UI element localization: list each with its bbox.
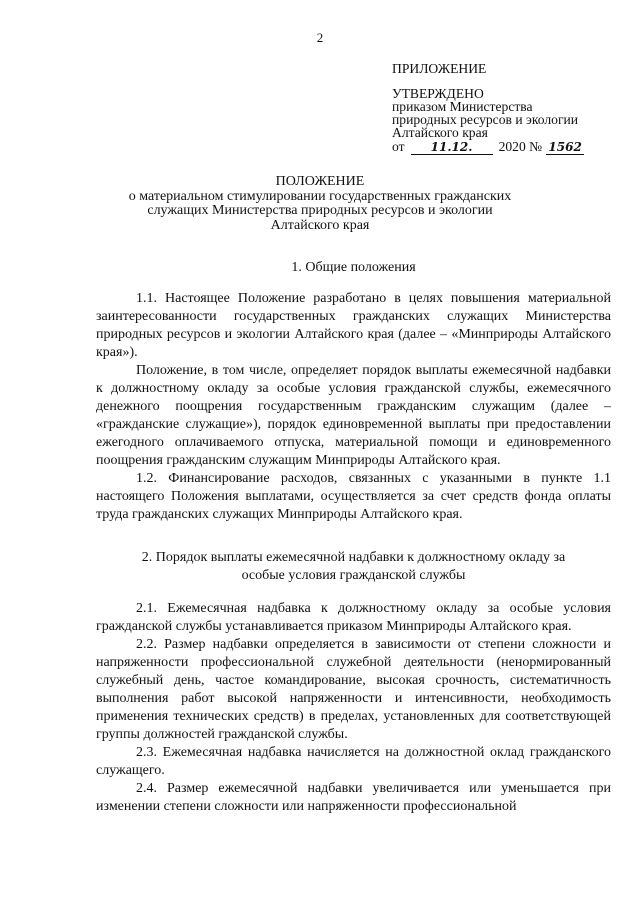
approved-label: УТВЕРЖДЕНО [392,86,484,101]
page-number: 2 [316,30,324,45]
title-main: ПОЛОЖЕНИЕ [275,174,365,189]
from-label: от [392,139,405,154]
appendix-label: ПРИЛОЖЕНИЕ [392,61,487,76]
title-subtitle: о материальном стимулировании государственных гражданских служащих Министерства природных ресурсов и экологии Алтайского края [128,188,512,233]
paragraph: 1.1. Настоящее Положение разработано в целях повышения материальной заинтересованности государственных гражданских служащих Министерства природных ресурсов и экологии Алтайского края (далее – «Минприроды Алтайского края»). [96,291,611,360]
section-heading-line-1: 2. Порядок выплаты ежемесячной надбавки к должностному окладу за [141,550,566,565]
paragraph: 2.1. Ежемесячная надбавка к должностному окладу за особые условия гражданской службы устанавливается приказом Минприроды Алтайского края. [96,601,611,634]
paragraph: 2.3. Ежемесячная надбавка начисляется на должностной оклад гражданского служащего. [96,745,611,778]
handwritten-order-number: 1562 [546,141,584,155]
section-heading: 1. Общие положения [291,260,416,275]
approval-block [392,62,584,155]
paragraph: 2.2. Размер надбавки определяется в зависимости от степени сложности и напряженности профессиональной служебной деятельности (ненормированный служебный день, частое командирование, высокая срочность, систематичность выполнения работ высокой напряженности и интенсивности, необходимость применения технических средств) в пределах, установленных для соответствующей группы должностей гражданской службы. [96,637,611,742]
paragraph: 1.2. Финансирование расходов, связанных с указанными в пункте 1.1 настоящего Положения выплатами, осуществляется за счет средств фонда оплаты труда гражданских служащих Минприроды Алтайского края. [96,471,611,522]
section-2-heading [96,549,611,585]
order-date-line [392,140,584,155]
section-heading-line-2: особые условия гражданской службы [241,568,466,583]
section-2-body [96,600,611,816]
paragraph: Положение, в том числе, определяет порядок выплаты ежемесячной надбавки к должностному окладу за особые условия гражданской службы, ежемесячного денежного поощрения государственным гражданским служащим (далее – «гражданские служащие»), порядок единовременной выплаты при предоставлении ежегодного оплачиваемого отпуска, материальной помощи и единовременного поощрения гражданским служащим Минприроды Алтайского края. [96,363,611,468]
approval-line-2: природных ресурсов и экологии [392,112,579,127]
section-1-heading [96,259,611,277]
approval-line-3: Алтайского края [392,125,488,140]
handwritten-date: 11.12. [411,141,493,155]
paragraph: 2.4. Размер ежемесячной надбавки увеличивается или уменьшается при изменении степени сложности или напряженности профессиональной [96,781,611,814]
approval-line-1: приказом Министерства [392,99,533,114]
document-title [0,175,640,233]
section-1-body [96,290,611,524]
year-label: 2020 № [498,139,543,154]
